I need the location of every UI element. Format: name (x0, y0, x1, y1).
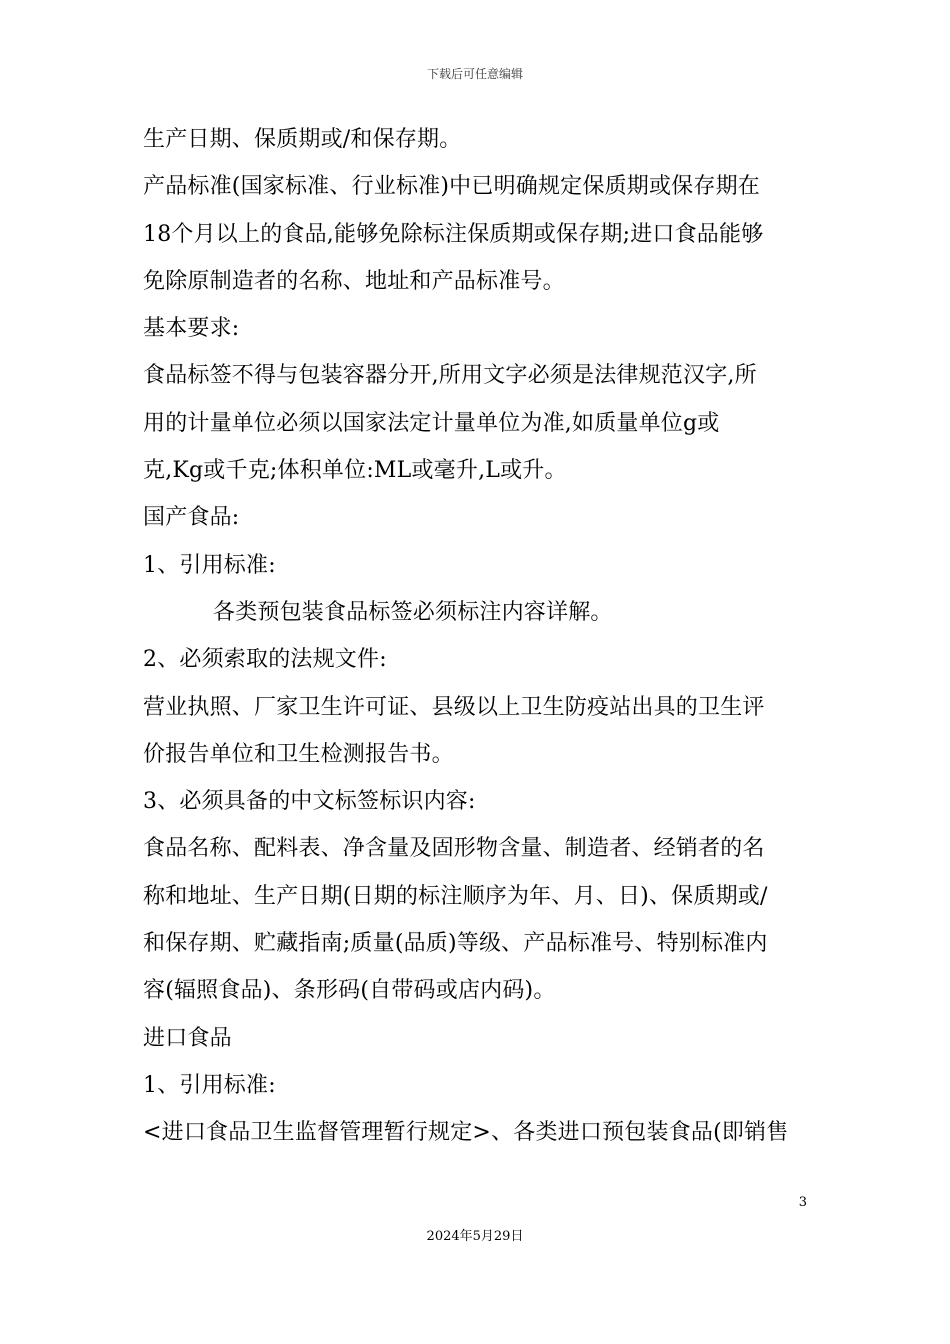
text-line-indented: 各类预包装食品标签必须标注内容详解。 (213, 599, 613, 625)
header-note: 下载后可任意编辑 (426, 67, 523, 81)
document-body (143, 116, 813, 1157)
section-heading: 国产食品: (143, 505, 240, 531)
text-line: 容(辐照食品)、条形码(自带码或店内码)。 (143, 978, 556, 1004)
list-item: 1、引用标准: (143, 552, 276, 578)
list-item: 1、引用标准: (143, 1072, 276, 1098)
text-line: 18个月以上的食品,能够免除标注保质期或保存期;进口食品能够 (143, 221, 764, 247)
text-line: 营业执照、厂家卫生许可证、县级以上卫生防疫站出具的卫生评 (143, 694, 765, 720)
page-number: 3 (798, 1195, 807, 1210)
text-line: 食品标签不得与包装容器分开,所用文字必须是法律规范汉字,所 (143, 363, 757, 389)
text-line: <进口食品卫生监督管理暂行规定>、各类进口预包装食品(即销售 (143, 1120, 789, 1146)
text-line: 用的计量单位必须以国家法定计量单位为准,如质量单位g或 (143, 410, 720, 436)
section-heading: 基本要求: (143, 316, 240, 342)
text-line: 称和地址、生产日期(日期的标注顺序为年、月、日)、保质期或/ (143, 883, 768, 909)
list-item: 2、必须索取的法规文件: (143, 647, 387, 673)
text-line: 产品标准(国家标准、行业标准)中已明确规定保质期或保存期在 (143, 174, 760, 200)
list-item: 3、必须具备的中文标签标识内容: (143, 789, 476, 815)
text-line: 食品名称、配料表、净含量及固形物含量、制造者、经销者的名 (143, 836, 765, 862)
text-line: 免除原制造者的名称、地址和产品标准号。 (143, 268, 565, 294)
text-line: 和保存期、贮藏指南;质量(品质)等级、产品标准号、特别标准内 (143, 931, 768, 957)
footer-date: 2024年5月29日 (426, 1229, 524, 1244)
text-line: 克,Kg或千克;体积单位:ML或毫升,L或升。 (143, 458, 567, 484)
text-line: 价报告单位和卫生检测报告书。 (143, 741, 454, 767)
text-line: 生产日期、保质期或/和保存期。 (143, 127, 462, 152)
section-heading: 进口食品 (143, 1025, 232, 1051)
